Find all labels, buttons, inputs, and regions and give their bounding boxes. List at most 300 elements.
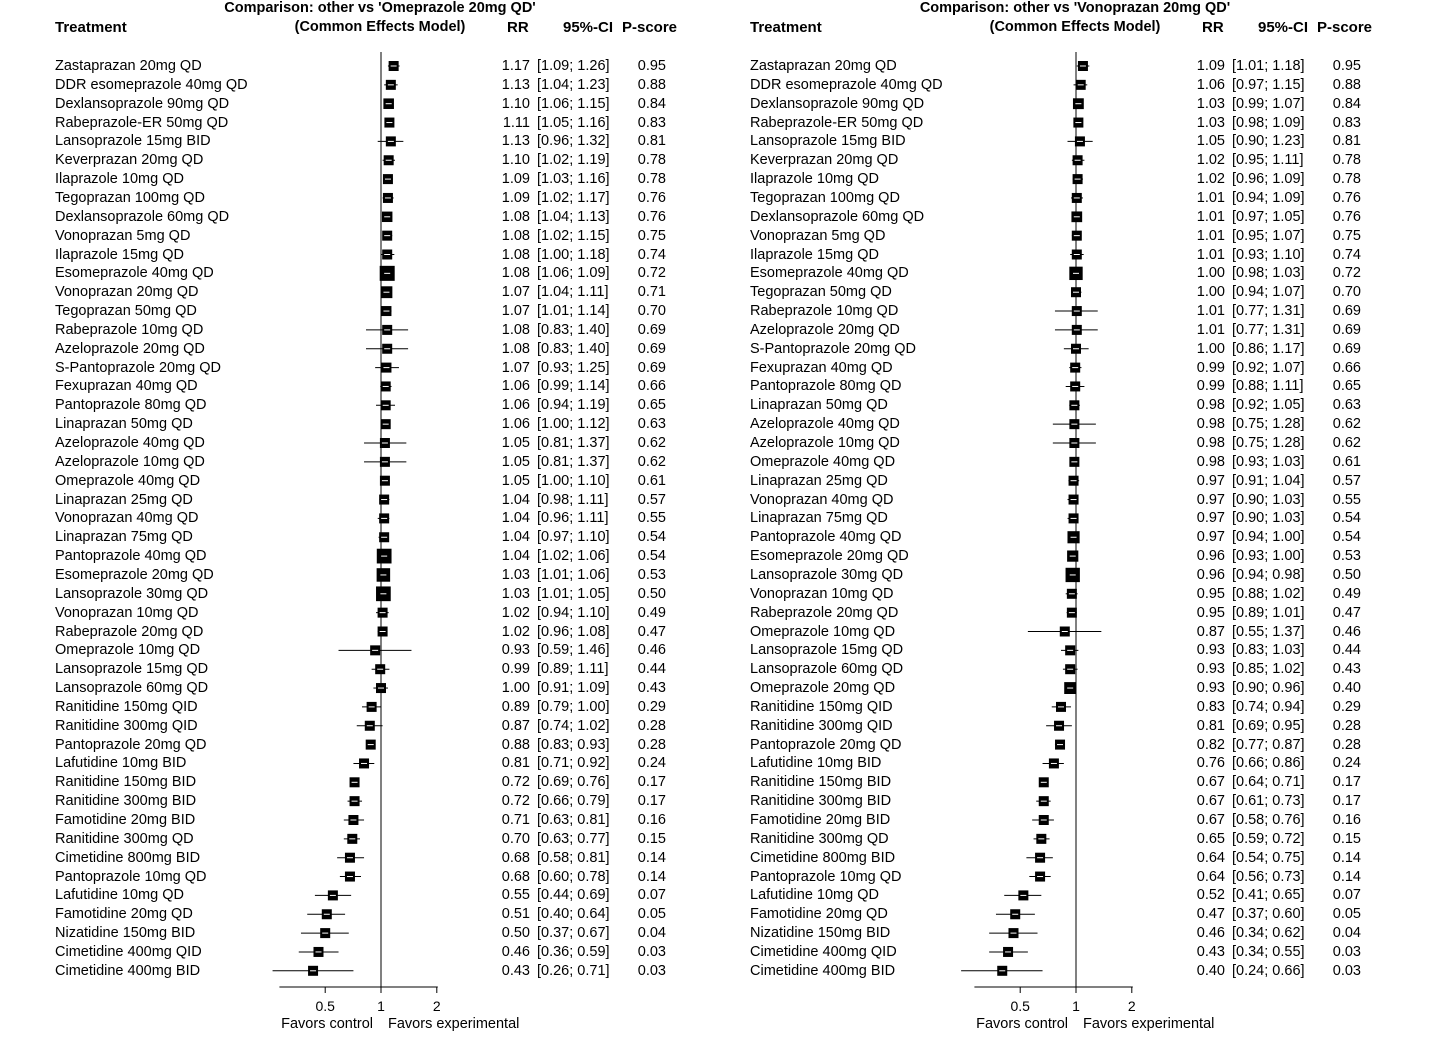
row-rr: 1.08	[501, 246, 530, 263]
x-tick-label: 0.5	[1010, 998, 1030, 1014]
row-treatment: Omeprazole 10mg QD	[750, 623, 896, 640]
row-treatment: Omeprazole 40mg QD	[55, 472, 201, 489]
row-rr: 1.00	[1196, 340, 1225, 357]
row-rr: 0.99	[1196, 378, 1225, 395]
row-ci: [0.60; 0.78]	[537, 868, 610, 885]
row-ci: [0.92; 1.05]	[1232, 397, 1305, 414]
row-ci: [0.58; 0.81]	[537, 849, 610, 866]
row-pscore: 0.95	[1332, 58, 1361, 74]
row-pscore: 0.55	[637, 510, 666, 527]
row-treatment: Vonoprazan 40mg QD	[55, 510, 199, 527]
row-pscore: 0.15	[1332, 830, 1361, 847]
row-treatment: Cimetidine 400mg QID	[750, 943, 897, 960]
row-ci: [0.90; 0.96]	[1232, 680, 1305, 697]
row-ci: [0.97; 1.15]	[1232, 76, 1305, 93]
row-treatment: Fexuprazan 40mg QD	[55, 378, 198, 395]
row-treatment: Lafutidine 10mg QD	[55, 887, 184, 904]
row-pscore: 0.07	[1332, 887, 1361, 904]
row-pscore: 0.76	[637, 208, 666, 225]
row-rr: 1.10	[501, 152, 530, 169]
row-pscore: 0.28	[637, 717, 666, 734]
row-rr: 0.95	[1196, 585, 1225, 602]
row-pscore: 0.28	[1332, 736, 1361, 753]
row-pscore: 0.83	[637, 114, 666, 131]
row-treatment: Lansoprazole 30mg QD	[750, 566, 904, 583]
row-pscore: 0.95	[637, 58, 666, 74]
row-pscore: 0.29	[1332, 698, 1361, 715]
forest-panel-right	[695, 0, 1395, 1041]
row-rr: 1.03	[501, 566, 530, 583]
row-pscore: 0.78	[637, 152, 666, 169]
row-rr: 1.03	[1196, 114, 1225, 131]
row-treatment: Dexlansoprazole 90mg QD	[55, 95, 230, 112]
row-rr: 0.97	[1196, 472, 1225, 489]
forest-panel-left	[0, 0, 700, 1041]
x-tick-label: 2	[432, 998, 441, 1014]
row-treatment: Vonoprazan 5mg QD	[750, 227, 886, 244]
row-pscore: 0.75	[1332, 227, 1361, 244]
row-ci: [0.69; 0.95]	[1232, 717, 1305, 734]
row-pscore: 0.70	[637, 303, 666, 320]
row-treatment: DDR esomeprazole 40mg QD	[750, 76, 943, 93]
row-treatment: Esomeprazole 40mg QD	[55, 265, 214, 282]
row-pscore: 0.53	[1332, 548, 1361, 565]
row-ci: [0.88; 1.11]	[1232, 378, 1304, 395]
row-pscore: 0.14	[637, 849, 666, 866]
row-treatment: Azeloprazole 10mg QD	[55, 453, 205, 470]
row-pscore: 0.81	[637, 133, 666, 150]
row-treatment: Lansoprazole 60mg QD	[750, 661, 904, 678]
row-ci: [0.93; 1.00]	[1232, 548, 1305, 565]
row-rr: 0.51	[501, 906, 530, 923]
row-pscore: 0.05	[637, 906, 666, 923]
row-pscore: 0.76	[1332, 189, 1361, 206]
row-pscore: 0.07	[637, 887, 666, 904]
row-ci: [0.83; 0.93]	[537, 736, 610, 753]
row-ci: [0.77; 1.31]	[1232, 321, 1305, 338]
row-rr: 1.07	[501, 303, 530, 320]
row-ci: [0.90; 1.03]	[1232, 491, 1305, 508]
row-treatment: Rabeprazole-ER 50mg QD	[55, 114, 229, 131]
row-pscore: 0.53	[637, 566, 666, 583]
row-rr: 1.08	[501, 265, 530, 282]
row-rr: 1.05	[501, 453, 530, 470]
row-rr: 0.93	[1196, 661, 1225, 678]
row-ci: [0.89; 1.11]	[537, 661, 609, 678]
x-tick-label: 2	[1127, 998, 1136, 1014]
row-rr: 0.52	[1196, 887, 1225, 904]
row-ci: [0.98; 1.03]	[1232, 265, 1305, 282]
row-pscore: 0.03	[637, 943, 666, 960]
row-ci: [0.44; 0.69]	[537, 887, 610, 904]
row-rr: 0.72	[501, 793, 530, 810]
row-pscore: 0.84	[1332, 95, 1361, 112]
row-treatment: Lafutidine 10mg BID	[55, 755, 187, 772]
row-treatment: Ilaprazole 10mg QD	[750, 171, 879, 188]
row-treatment: Linaprazan 75mg QD	[750, 510, 888, 527]
row-ci: [0.56; 0.73]	[1232, 868, 1305, 885]
row-ci: [1.03; 1.16]	[537, 171, 610, 188]
row-treatment: Omeprazole 40mg QD	[750, 453, 896, 470]
chart-title: Comparison: other vs 'Vonoprazan 20mg QD'	[919, 0, 1231, 16]
row-ci: [0.69; 0.76]	[537, 774, 610, 791]
row-rr: 1.06	[501, 397, 530, 414]
row-treatment: Azeloprazole 40mg QD	[55, 435, 205, 451]
row-ci: [0.94; 1.10]	[537, 604, 610, 621]
row-pscore: 0.17	[637, 793, 666, 810]
row-treatment: Cimetidine 400mg BID	[750, 962, 896, 979]
row-pscore: 0.14	[637, 868, 666, 885]
row-rr: 0.46	[501, 943, 530, 960]
row-ci: [1.01; 1.14]	[537, 303, 610, 320]
row-ci: [0.64; 0.71]	[1232, 774, 1305, 791]
row-pscore: 0.61	[1332, 453, 1361, 470]
row-treatment: Ranitidine 300mg QID	[750, 717, 893, 734]
row-rr: 0.72	[501, 774, 530, 791]
row-treatment: Nizatidine 150mg BID	[750, 925, 891, 942]
row-ci: [0.93; 1.25]	[537, 359, 610, 376]
row-pscore: 0.78	[1332, 171, 1361, 188]
row-rr: 0.46	[1196, 925, 1225, 942]
row-ci: [0.34; 0.62]	[1232, 925, 1305, 942]
row-ci: [0.26; 0.71]	[537, 962, 610, 979]
row-ci: [0.94; 1.00]	[1232, 529, 1305, 546]
row-rr: 1.05	[501, 472, 530, 489]
row-pscore: 0.76	[1332, 208, 1361, 225]
row-treatment: Vonoprazan 20mg QD	[55, 284, 199, 301]
row-treatment: Cimetidine 400mg QID	[55, 943, 202, 960]
row-ci: [0.94; 1.09]	[1232, 189, 1305, 206]
row-treatment: Rabeprazole-ER 50mg QD	[750, 114, 924, 131]
row-pscore: 0.46	[637, 642, 666, 659]
row-treatment: DDR esomeprazole 40mg QD	[55, 76, 248, 93]
chart-subtitle: (Common Effects Model)	[989, 19, 1161, 35]
row-ci: [0.94; 0.98]	[1232, 566, 1305, 583]
row-treatment: Tegoprazan 50mg QD	[750, 284, 892, 301]
row-rr: 1.07	[501, 359, 530, 376]
row-pscore: 0.75	[637, 227, 666, 244]
header-treatment: Treatment	[750, 19, 822, 36]
row-treatment: Esomeprazole 20mg QD	[55, 566, 214, 583]
x-tick-label: 0.5	[315, 998, 335, 1014]
row-rr: 1.08	[501, 227, 530, 244]
row-treatment: Famotidine 20mg BID	[750, 812, 891, 828]
row-ci: [0.59; 0.72]	[1232, 830, 1305, 847]
row-pscore: 0.50	[637, 585, 666, 602]
row-pscore: 0.69	[1332, 303, 1361, 320]
row-ci: [0.81; 1.37]	[537, 435, 610, 451]
row-treatment: Lansoprazole 60mg QD	[55, 680, 209, 697]
row-pscore: 0.16	[637, 812, 666, 828]
row-rr: 1.05	[501, 435, 530, 451]
row-rr: 1.01	[1196, 208, 1225, 225]
row-ci: [0.58; 0.76]	[1232, 812, 1305, 828]
row-rr: 1.00	[501, 680, 530, 697]
row-ci: [0.91; 1.09]	[537, 680, 610, 697]
row-ci: [0.98; 1.11]	[537, 491, 609, 508]
row-ci: [1.02; 1.19]	[537, 152, 610, 169]
row-pscore: 0.28	[1332, 717, 1361, 734]
row-ci: [0.93; 1.10]	[1232, 246, 1305, 263]
row-ci: [0.37; 0.60]	[1232, 906, 1305, 923]
row-ci: [0.79; 1.00]	[537, 698, 610, 715]
row-rr: 0.99	[501, 661, 530, 678]
row-pscore: 0.66	[637, 378, 666, 395]
row-pscore: 0.66	[1332, 359, 1361, 376]
row-treatment: Esomeprazole 20mg QD	[750, 548, 909, 565]
row-treatment: Keverprazan 20mg QD	[55, 152, 204, 169]
row-treatment: Dexlansoprazole 90mg QD	[750, 95, 925, 112]
row-ci: [0.97; 1.10]	[537, 529, 610, 546]
row-rr: 0.82	[1196, 736, 1225, 753]
header-rr: RR	[507, 19, 529, 36]
row-treatment: Ranitidine 300mg BID	[750, 793, 892, 810]
row-treatment: Pantoprazole 80mg QD	[750, 378, 902, 395]
row-pscore: 0.62	[637, 453, 666, 470]
row-treatment: Pantoprazole 10mg QD	[750, 868, 902, 885]
row-treatment: Ranitidine 150mg BID	[55, 774, 197, 791]
row-ci: [0.90; 1.03]	[1232, 510, 1305, 527]
row-pscore: 0.78	[1332, 152, 1361, 169]
row-treatment: Pantoprazole 40mg QD	[55, 548, 207, 565]
row-ci: [0.85; 1.02]	[1232, 661, 1305, 678]
row-pscore: 0.54	[637, 529, 666, 546]
row-ci: [0.91; 1.04]	[1232, 472, 1305, 489]
row-pscore: 0.69	[637, 359, 666, 376]
row-pscore: 0.40	[1332, 680, 1361, 697]
row-ci: [0.96; 1.11]	[537, 510, 609, 527]
row-pscore: 0.14	[1332, 868, 1361, 885]
row-rr: 0.98	[1196, 435, 1225, 451]
chart-subtitle: (Common Effects Model)	[294, 19, 466, 35]
row-ci: [0.83; 1.03]	[1232, 642, 1305, 659]
row-treatment: Ranitidine 300mg BID	[55, 793, 197, 810]
row-rr: 1.04	[501, 548, 530, 565]
row-treatment: Linaprazan 25mg QD	[55, 491, 193, 508]
row-treatment: Ranitidine 150mg QID	[55, 698, 198, 715]
row-rr: 1.08	[501, 208, 530, 225]
row-pscore: 0.74	[637, 246, 666, 263]
row-treatment: Tegoprazan 100mg QD	[750, 189, 900, 206]
row-rr: 1.02	[1196, 171, 1225, 188]
row-rr: 0.65	[1196, 830, 1225, 847]
row-rr: 0.83	[1196, 698, 1225, 715]
row-rr: 1.01	[1196, 321, 1225, 338]
row-treatment: Ranitidine 150mg QID	[750, 698, 893, 715]
row-ci: [0.74; 1.02]	[537, 717, 610, 734]
row-ci: [0.41; 0.65]	[1232, 887, 1305, 904]
row-ci: [0.36; 0.59]	[537, 943, 610, 960]
row-pscore: 0.03	[1332, 943, 1361, 960]
row-rr: 0.96	[1196, 566, 1225, 583]
row-treatment: Linaprazan 50mg QD	[55, 416, 193, 433]
row-treatment: Vonoprazan 10mg QD	[55, 604, 199, 621]
favors-experimental-label: Favors experimental	[388, 1016, 520, 1032]
row-rr: 1.01	[1196, 246, 1225, 263]
row-rr: 0.68	[501, 868, 530, 885]
favors-control-label: Favors control	[281, 1016, 373, 1032]
row-rr: 1.13	[501, 76, 530, 93]
row-ci: [1.04; 1.13]	[537, 208, 610, 225]
row-rr: 0.68	[501, 849, 530, 866]
row-ci: [0.93; 1.03]	[1232, 453, 1305, 470]
row-treatment: S-Pantoprazole 20mg QD	[55, 359, 222, 376]
row-ci: [1.02; 1.17]	[537, 189, 610, 206]
row-pscore: 0.78	[637, 171, 666, 188]
row-rr: 1.06	[501, 378, 530, 395]
row-rr: 0.71	[501, 812, 530, 828]
row-treatment: Cimetidine 800mg BID	[55, 849, 201, 866]
row-rr: 1.07	[501, 284, 530, 301]
row-treatment: Zastaprazan 20mg QD	[750, 58, 897, 74]
row-ci: [0.97; 1.05]	[1232, 208, 1305, 225]
row-treatment: Pantoprazole 10mg QD	[55, 868, 207, 885]
row-pscore: 0.83	[1332, 114, 1361, 131]
row-treatment: Vonoprazan 5mg QD	[55, 227, 191, 244]
row-treatment: Ranitidine 300mg QD	[55, 830, 194, 847]
row-ci: [0.63; 0.81]	[537, 812, 610, 828]
row-ci: [1.00; 1.12]	[537, 416, 610, 433]
row-pscore: 0.62	[1332, 435, 1361, 451]
row-pscore: 0.62	[1332, 416, 1361, 433]
row-treatment: Lansoprazole 15mg BID	[750, 133, 906, 150]
row-pscore: 0.44	[637, 661, 666, 678]
row-treatment: Ilaprazole 10mg QD	[55, 171, 184, 188]
row-rr: 0.81	[501, 755, 530, 772]
row-rr: 1.09	[1196, 58, 1225, 74]
row-pscore: 0.50	[1332, 566, 1361, 583]
row-pscore: 0.17	[637, 774, 666, 791]
row-ci: [0.83; 1.40]	[537, 321, 610, 338]
row-rr: 0.98	[1196, 397, 1225, 414]
row-pscore: 0.15	[637, 830, 666, 847]
row-rr: 0.55	[501, 887, 530, 904]
row-pscore: 0.24	[637, 755, 666, 772]
row-rr: 1.04	[501, 529, 530, 546]
row-ci: [1.01; 1.05]	[537, 585, 610, 602]
row-ci: [0.92; 1.07]	[1232, 359, 1305, 376]
row-pscore: 0.17	[1332, 774, 1361, 791]
row-pscore: 0.63	[1332, 397, 1361, 414]
row-pscore: 0.54	[637, 548, 666, 565]
row-rr: 0.64	[1196, 868, 1225, 885]
row-pscore: 0.69	[1332, 340, 1361, 357]
row-ci: [0.37; 0.67]	[537, 925, 610, 942]
row-pscore: 0.43	[637, 680, 666, 697]
row-ci: [0.95; 1.07]	[1232, 227, 1305, 244]
row-pscore: 0.57	[637, 491, 666, 508]
row-rr: 1.06	[501, 416, 530, 433]
row-rr: 0.97	[1196, 510, 1225, 527]
row-treatment: Lafutidine 10mg BID	[750, 755, 882, 772]
row-treatment: Pantoprazole 20mg QD	[55, 736, 207, 753]
row-rr: 0.47	[1196, 906, 1225, 923]
row-treatment: Cimetidine 400mg BID	[55, 962, 201, 979]
row-pscore: 0.76	[637, 189, 666, 206]
row-ci: [1.00; 1.10]	[537, 472, 610, 489]
forest-plot-area	[0, 0, 700, 1041]
row-pscore: 0.88	[637, 76, 666, 93]
row-treatment: Vonoprazan 10mg QD	[750, 585, 894, 602]
row-treatment: Famotidine 20mg QD	[750, 906, 888, 923]
header-rr: RR	[1202, 19, 1224, 36]
row-rr: 0.98	[1196, 453, 1225, 470]
row-treatment: Keverprazan 20mg QD	[750, 152, 899, 169]
row-rr: 0.87	[501, 717, 530, 734]
row-rr: 0.81	[1196, 717, 1225, 734]
row-pscore: 0.14	[1332, 849, 1361, 866]
row-ci: [0.77; 1.31]	[1232, 303, 1305, 320]
row-pscore: 0.04	[1332, 925, 1361, 942]
row-rr: 0.88	[501, 736, 530, 753]
row-treatment: Dexlansoprazole 60mg QD	[55, 208, 230, 225]
row-rr: 1.04	[501, 510, 530, 527]
row-ci: [0.88; 1.02]	[1232, 585, 1305, 602]
row-pscore: 0.61	[637, 472, 666, 489]
row-treatment: Nizatidine 150mg BID	[55, 925, 196, 942]
row-treatment: Lansoprazole 15mg BID	[55, 133, 211, 150]
row-ci: [1.04; 1.23]	[537, 76, 610, 93]
row-treatment: Rabeprazole 10mg QD	[750, 303, 899, 320]
row-ci: [0.66; 0.79]	[537, 793, 610, 810]
row-ci: [0.86; 1.17]	[1232, 340, 1305, 357]
row-pscore: 0.46	[1332, 623, 1361, 640]
row-rr: 1.04	[501, 491, 530, 508]
row-ci: [0.71; 0.92]	[537, 755, 610, 772]
row-rr: 1.05	[1196, 133, 1225, 150]
row-treatment: Lansoprazole 15mg QD	[750, 642, 904, 659]
row-treatment: Lansoprazole 30mg QD	[55, 585, 209, 602]
row-rr: 0.87	[1196, 623, 1225, 640]
row-rr: 0.64	[1196, 849, 1225, 866]
row-pscore: 0.71	[637, 284, 666, 301]
row-rr: 1.02	[501, 623, 530, 640]
row-pscore: 0.81	[1332, 133, 1361, 150]
row-rr: 1.03	[501, 585, 530, 602]
row-ci: [0.99; 1.07]	[1232, 95, 1305, 112]
row-ci: [0.54; 0.75]	[1232, 849, 1305, 866]
row-ci: [1.02; 1.15]	[537, 227, 610, 244]
row-rr: 1.01	[1196, 189, 1225, 206]
row-pscore: 0.65	[637, 397, 666, 414]
row-rr: 0.89	[501, 698, 530, 715]
row-rr: 1.00	[1196, 284, 1225, 301]
row-treatment: Lansoprazole 15mg QD	[55, 661, 209, 678]
row-ci: [0.74; 0.94]	[1232, 698, 1305, 715]
header-treatment: Treatment	[55, 19, 127, 36]
row-rr: 0.98	[1196, 416, 1225, 433]
row-pscore: 0.04	[637, 925, 666, 942]
favors-control-label: Favors control	[976, 1016, 1068, 1032]
row-treatment: Esomeprazole 40mg QD	[750, 265, 909, 282]
row-treatment: Cimetidine 800mg BID	[750, 849, 896, 866]
header-pscore: P-score	[622, 19, 678, 36]
row-pscore: 0.28	[637, 736, 666, 753]
row-rr: 0.43	[501, 962, 530, 979]
row-pscore: 0.03	[1332, 962, 1361, 979]
forest-plot-area	[695, 0, 1395, 1041]
row-treatment: Ranitidine 300mg QD	[750, 830, 889, 847]
row-rr: 1.11	[502, 114, 530, 131]
row-treatment: Pantoprazole 80mg QD	[55, 397, 207, 414]
favors-experimental-label: Favors experimental	[1083, 1016, 1215, 1032]
row-pscore: 0.70	[1332, 284, 1361, 301]
row-ci: [0.96; 1.08]	[537, 623, 610, 640]
row-rr: 1.02	[501, 604, 530, 621]
row-pscore: 0.47	[1332, 604, 1361, 621]
row-treatment: Tegoprazan 100mg QD	[55, 189, 205, 206]
row-rr: 0.93	[501, 642, 530, 659]
